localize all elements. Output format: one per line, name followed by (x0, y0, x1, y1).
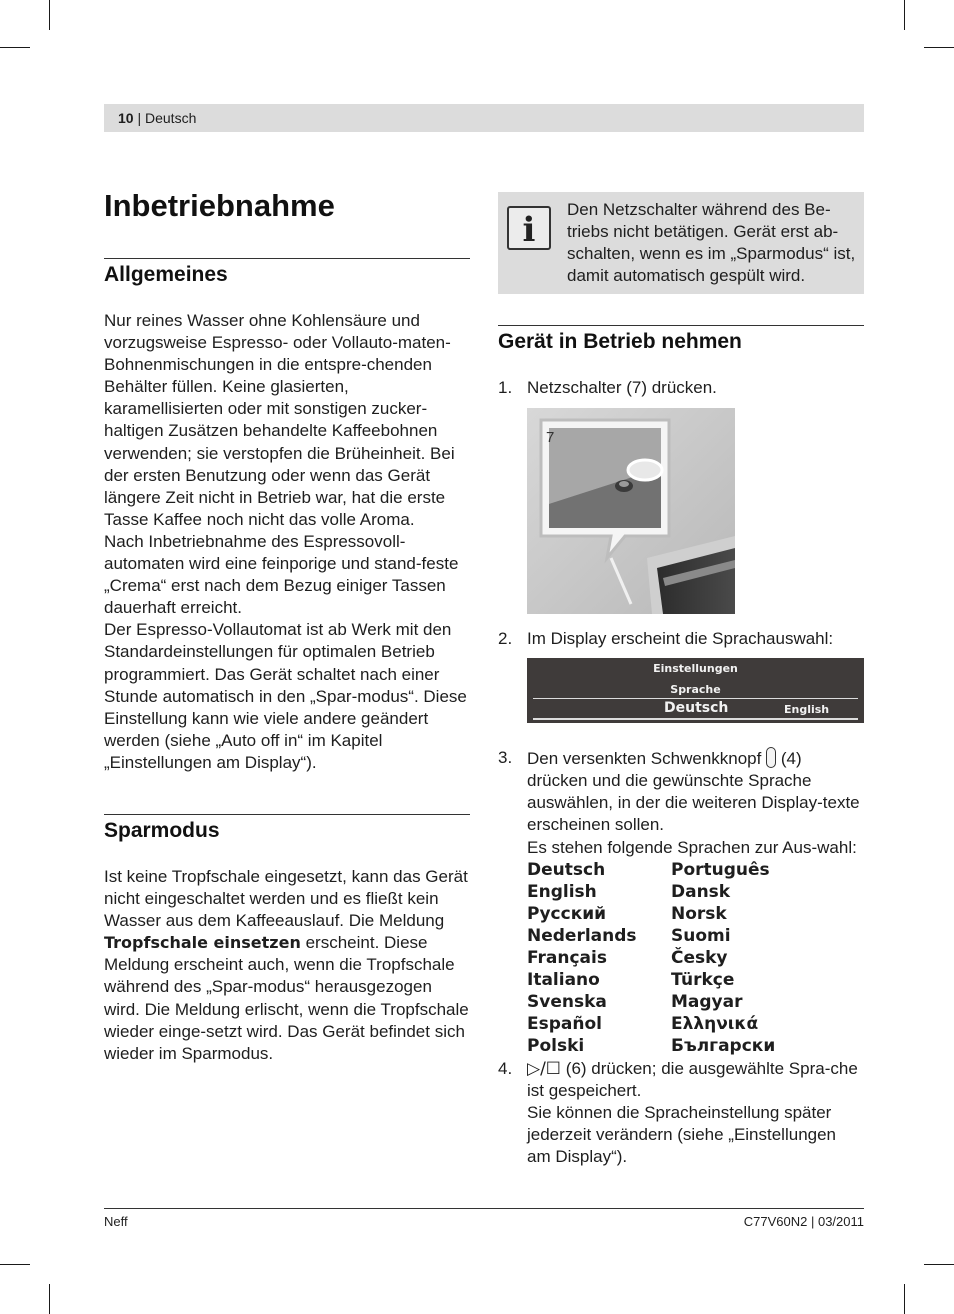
header-language: Deutsch (145, 110, 197, 126)
language-item: Български (671, 1036, 776, 1057)
step-text: Im Display erscheint die Sprachauswahl: (527, 629, 834, 649)
left-column (104, 180, 470, 1065)
crop-mark (49, 0, 50, 30)
step-number: 1. (498, 378, 513, 397)
language-item: Dansk (671, 881, 731, 902)
allgemeines-paragraph-2: Nach Inbetriebnahme des Espressovoll-automaten wird eine feinporige und stand-feste „Crema“ erst nach dem Bezug einiger Tassen dauerhaft erreicht. (104, 531, 459, 618)
section-divider (498, 325, 864, 326)
info-note (498, 192, 864, 294)
language-list (527, 859, 864, 1058)
section-divider (104, 814, 470, 815)
crop-mark (0, 1264, 30, 1265)
page-number: 10 (118, 110, 134, 126)
steps-list (498, 747, 864, 1168)
crop-mark (904, 1284, 905, 1314)
display-next-language: English (784, 703, 830, 717)
display-message: Tropfschale einsetzen (104, 933, 301, 953)
step-number: 2. (498, 629, 513, 649)
sparmodus-text-b: erscheint. Diese Meldung erscheint auch, wenn die Tropfschale während des „Spar-modus“ herausgezogen wird. Die Meldung erlischt, wenn die Tropfschale wieder einge-setzt wird. Das Gerät befindet sich wieder im Sparmodus. (104, 933, 469, 1063)
sparmodus-text-a: Ist keine Tropfschale eingesetzt, kann das Gerät nicht eingeschaltet werden und es fließt kein Wasser aus dem Kaffeeauslauf. Die Meldung (104, 866, 468, 931)
page-header (104, 104, 864, 132)
language-item: English (527, 881, 597, 902)
step-number: 3. (498, 748, 513, 768)
power-switch-figure (527, 408, 735, 614)
step-number: 4. (498, 1058, 513, 1078)
step-text: Netzschalter (7) drücken. (527, 378, 717, 397)
machine-illustration (527, 408, 735, 614)
header-separator: | (137, 110, 142, 126)
figure-label: 7 (546, 429, 555, 447)
language-item: Italiano (527, 970, 600, 991)
info-note-text: Den Netzschalter während des Be-triebs nicht betätigen. Gerät erst ab-schalten, wenn es im „Sparmodus“ ist, damit automatisch gespült wird. (567, 200, 856, 286)
language-item: Türkçe (671, 970, 735, 991)
display-menu-title: Einstellungen (653, 662, 738, 676)
allgemeines-paragraph-1: Nur reines Wasser ohne Kohlensäure und vorzugsweise Espresso- oder Vollauto-maten-Bohnenmischungen in die entspre-chenden Behälter füllen. Keine glasierten, karamellisierten oder mit sonstigen zucker-haltigen Zusätzen behandelte Kaffeebohnen verwenden; sie verstopfen die Brüheinheit. Bei der ersten Benutzung oder wenn das Gerät längere Zeit nicht in Betrieb war, hat die erste Tasse Kaffee noch nicht das volle Aroma. (104, 311, 455, 529)
step-2 (498, 628, 864, 650)
language-item: Svenska (527, 992, 607, 1013)
crop-mark (924, 47, 954, 48)
allgemeines-paragraph-3: Der Espresso-Vollautomat ist ab Werk mit den Standardeinstellungen für optimalen Betrieb programmiert. Das Gerät schaltet nach einer Stunde automatisch in den „Spar-modus“. Diese Einstellung kann wie viele andere geändert werden (siehe „Auto off in“ im Kapitel „Einstellungen am Display“). (104, 620, 467, 772)
info-icon: i (507, 206, 551, 250)
step-4 (498, 1058, 864, 1168)
language-item: Suomi (671, 925, 731, 946)
language-item: Polski (527, 1036, 585, 1057)
step-text: Sie können die Spracheinstellung später jederzeit verändern (siehe „Einstellungen am Display“). (527, 1102, 837, 1166)
display-screen (527, 658, 864, 723)
crop-mark (0, 47, 30, 48)
section-heading-inbetrieb: Gerät in Betrieb nehmen (498, 330, 742, 353)
steps-list (498, 628, 864, 650)
display-submenu-title: Sprache (670, 683, 721, 697)
page-title: Inbetriebnahme (104, 188, 335, 223)
language-item: Español (527, 1014, 602, 1035)
right-column (498, 192, 864, 1168)
section-heading-sparmodus: Sparmodus (104, 818, 220, 842)
step-text: Den versenkten Schwenkknopf (527, 749, 762, 769)
language-item: Ελληνικά (671, 1014, 759, 1035)
footer-brand: Neff (104, 1214, 128, 1229)
footer-divider (104, 1208, 864, 1209)
language-item: Deutsch (527, 859, 606, 880)
knob-icon (766, 747, 776, 768)
section-divider (104, 258, 470, 259)
step-text: (4) drücken und die gewünschte Sprache auswählen, in der die weiteren Display-texte erscheinen sollen. (527, 749, 860, 835)
display-selected-language: Deutsch (664, 700, 729, 717)
step-text: (6) drücken; die ausgewählte Spra-che ist gespeichert. (527, 1058, 858, 1100)
language-item: Magyar (671, 992, 743, 1013)
display-divider (533, 718, 858, 720)
section-heading-allgemeines: Allgemeines (104, 263, 228, 286)
steps-list (498, 377, 864, 399)
crop-mark (924, 1264, 954, 1265)
crop-mark (904, 0, 905, 30)
start-stop-symbol-icon: ▷/☐ (527, 1058, 562, 1079)
language-item: Русский (527, 903, 607, 924)
language-item: Français (527, 948, 607, 969)
footer-model: C77V60N2 | 03/2011 (743, 1214, 864, 1229)
crop-mark (49, 1284, 50, 1314)
step-3 (498, 747, 864, 1057)
sparmodus-paragraph (104, 866, 470, 1065)
step-1 (498, 377, 864, 399)
step-text: Es stehen folgende Sprachen zur Aus-wahl: (527, 837, 857, 857)
display-divider (533, 698, 858, 699)
language-item: Nederlands (527, 925, 637, 946)
language-item: Norsk (671, 903, 727, 924)
language-item: Česky (671, 948, 728, 969)
language-item: Português (671, 859, 770, 880)
